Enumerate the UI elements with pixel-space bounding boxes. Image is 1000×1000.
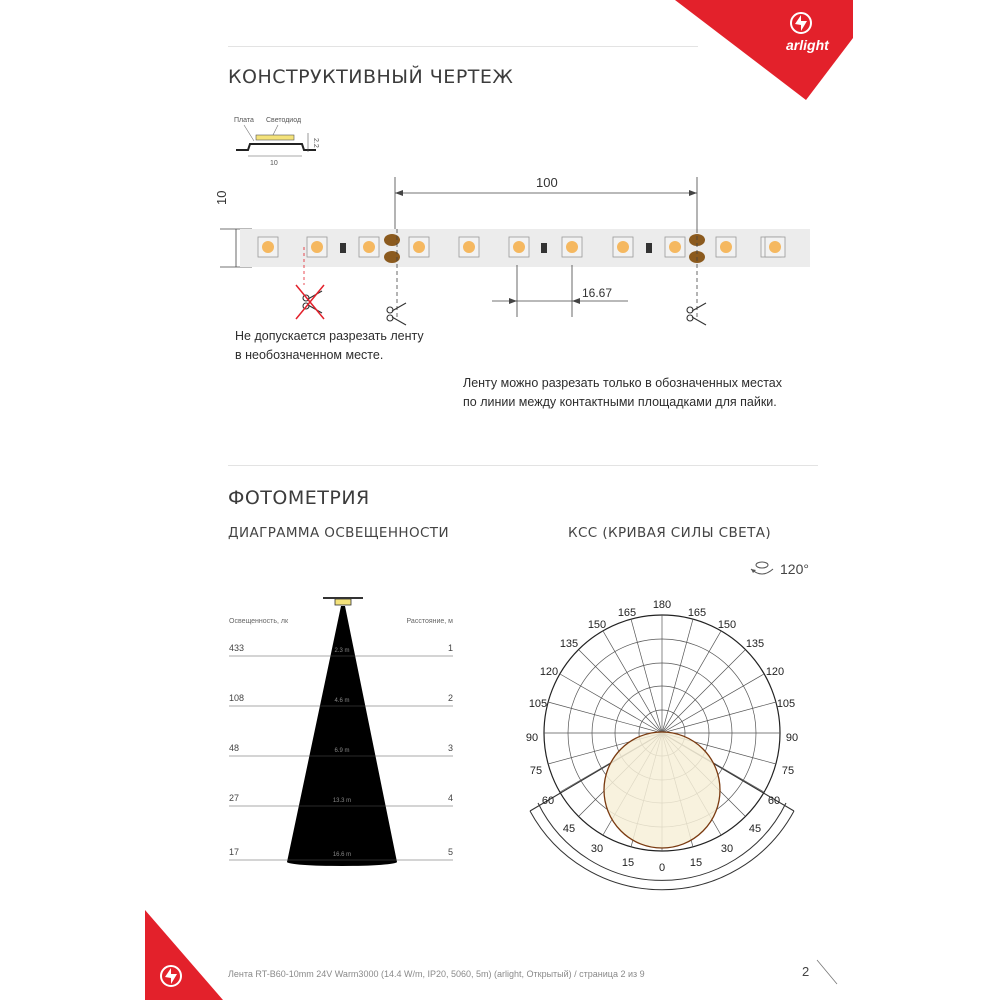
svg-text:13.3 m: 13.3 m — [332, 798, 352, 804]
svg-text:30: 30 — [590, 843, 604, 855]
note-forbidden — [235, 327, 424, 365]
svg-text:60: 60 — [541, 795, 555, 807]
note-forbidden-line-1: Не допускается разрезать ленту — [235, 329, 424, 343]
strip-profile — [234, 117, 319, 167]
ksc-subtitle: КСС (КРИВАЯ СИЛЫ СВЕТА) — [568, 525, 772, 541]
section-title-photometry: ФОТОМЕТРИЯ — [228, 487, 370, 509]
svg-text:16.6 m: 16.6 m — [332, 852, 352, 858]
svg-text:165: 165 — [687, 607, 707, 619]
svg-text:90: 90 — [785, 732, 799, 744]
dim-pitch-label: 16.67 — [582, 286, 613, 300]
svg-text:135: 135 — [745, 638, 765, 650]
brand-corner — [670, 0, 860, 100]
forbidden-cut-icon — [296, 285, 324, 319]
svg-text:17: 17 — [229, 847, 240, 857]
page-number: 2 — [802, 964, 810, 979]
scissors-icon — [687, 303, 706, 325]
svg-text:150: 150 — [587, 619, 607, 631]
note-allowed-line-2: по линии между контактными площадками для пайки. — [463, 395, 777, 409]
illuminance-subtitle: ДИАГРАММА ОСВЕЩЕННОСТИ — [228, 525, 449, 541]
section-divider — [228, 465, 818, 466]
svg-text:5: 5 — [447, 847, 453, 857]
profile-height: 2.2 — [312, 138, 319, 148]
svg-text:120: 120 — [765, 666, 785, 678]
svg-text:433: 433 — [229, 643, 245, 653]
svg-text:2: 2 — [447, 693, 453, 703]
profile-label-led: Светодиод — [266, 117, 302, 124]
note-forbidden-line-2: в необозначенном месте. — [235, 348, 384, 362]
svg-text:108: 108 — [229, 693, 245, 703]
svg-text:90: 90 — [525, 732, 539, 744]
svg-text:1: 1 — [447, 643, 453, 653]
svg-text:15: 15 — [621, 857, 635, 869]
svg-text:15: 15 — [689, 857, 703, 869]
svg-text:135: 135 — [559, 638, 579, 650]
profile-width: 10 — [270, 160, 278, 167]
distance-header: Расстояние, м — [406, 618, 453, 625]
section-title-drawing: КОНСТРУКТИВНЫЙ ЧЕРТЕЖ — [228, 66, 514, 88]
svg-text:75: 75 — [529, 765, 543, 777]
lux-header: Освещенность, лк — [229, 618, 289, 625]
svg-text:30: 30 — [720, 843, 734, 855]
note-allowed — [463, 374, 782, 412]
construction-drawing — [214, 105, 830, 335]
footer-brand-corner — [145, 910, 225, 1000]
brand-logo-text: arlight — [786, 37, 829, 53]
svg-text:75: 75 — [781, 765, 795, 777]
intensity-curve — [604, 732, 720, 848]
svg-text:45: 45 — [562, 823, 576, 835]
svg-text:3: 3 — [447, 743, 453, 753]
svg-text:6.9 m: 6.9 m — [334, 748, 350, 754]
svg-text:180: 180 — [652, 599, 672, 611]
page-corner-line — [815, 958, 839, 986]
svg-text:4.6 m: 4.6 m — [334, 698, 350, 704]
light-cone — [287, 606, 397, 862]
svg-text:27: 27 — [229, 793, 240, 803]
svg-text:105: 105 — [528, 698, 548, 710]
svg-text:48: 48 — [229, 743, 240, 753]
dim-segment-label: 100 — [536, 175, 558, 190]
beam-angle-value: 120° — [780, 561, 809, 577]
svg-text:4: 4 — [447, 793, 453, 803]
svg-text:2.3 m: 2.3 m — [334, 648, 350, 654]
scissors-icon — [387, 303, 406, 325]
svg-text:105: 105 — [776, 698, 796, 710]
ksc-polar-diagram — [510, 590, 820, 890]
svg-text:0: 0 — [658, 862, 666, 874]
footer-text: Лента RT-B60-10mm 24V Warm3000 (14.4 W/m, IP20, 5060, 5m) (arlight, Открытый) / страница 2 из 9 — [228, 969, 645, 979]
dim-height-label: 10 — [214, 190, 229, 205]
beam-angle-icon — [747, 557, 777, 581]
illuminance-diagram — [225, 590, 465, 870]
svg-text:60: 60 — [767, 795, 781, 807]
top-divider — [228, 46, 698, 47]
svg-text:165: 165 — [617, 607, 637, 619]
note-allowed-line-1: Ленту можно разрезать только в обозначенных местах — [463, 376, 782, 390]
svg-text:150: 150 — [717, 619, 737, 631]
svg-text:120: 120 — [539, 666, 559, 678]
svg-text:45: 45 — [748, 823, 762, 835]
profile-label-board: Плата — [234, 117, 254, 124]
